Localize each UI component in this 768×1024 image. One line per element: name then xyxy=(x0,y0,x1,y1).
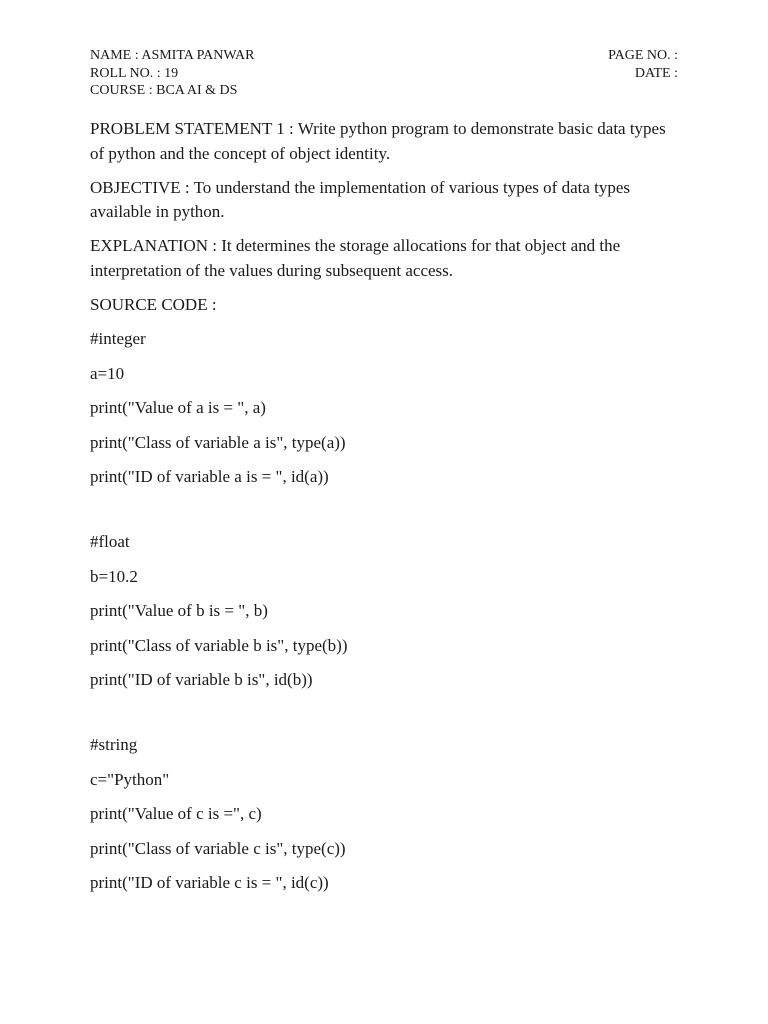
code-block-integer xyxy=(90,327,680,500)
code-line: b=10.2 xyxy=(90,566,138,586)
code-line: print("Class of variable b is", type(b)) xyxy=(90,635,348,655)
code-block-float xyxy=(90,530,680,703)
code-block-string xyxy=(90,733,680,906)
student-name: NAME : ASMITA PANWAR xyxy=(90,48,255,63)
code-line: print("Class of variable c is", type(c)) xyxy=(90,838,346,858)
page-meta xyxy=(608,47,678,82)
code-line: #string xyxy=(90,735,138,754)
date-label: DATE : xyxy=(634,65,678,81)
page-number-label: PAGE NO. : xyxy=(608,48,678,63)
code-line: #float xyxy=(90,532,130,551)
blank-line xyxy=(90,703,680,734)
code-line: print("Value of b is = ", b) xyxy=(90,601,268,620)
source-code-label: SOURCE CODE : xyxy=(90,294,217,314)
code-line: print("Value of c is =", c) xyxy=(90,804,262,823)
roll-number: ROLL NO. : 19 xyxy=(90,65,179,81)
problem-statement: PROBLEM STATEMENT 1 : Write python program to demonstrate basic data types of python and the concept of object identity. xyxy=(90,119,666,163)
blank-line xyxy=(90,500,680,531)
document-body xyxy=(90,117,680,906)
code-line: #integer xyxy=(90,329,146,348)
student-info xyxy=(90,47,254,100)
objective: OBJECTIVE : To understand the implementation of various types of data types available in python. xyxy=(90,177,631,221)
course: COURSE : BCA AI & DS xyxy=(90,83,238,98)
code-line: print("ID of variable a is = ", id(a)) xyxy=(90,467,329,486)
code-line: print("Value of a is = ", a) xyxy=(90,398,266,417)
code-line: print("ID of variable c is = ", id(c)) xyxy=(90,873,329,892)
code-line: print("Class of variable a is", type(a)) xyxy=(90,432,346,452)
code-line: c="Python" xyxy=(90,769,170,789)
code-line: print("ID of variable b is", id(b)) xyxy=(90,670,313,689)
code-line: a=10 xyxy=(90,363,125,383)
explanation: EXPLANATION : It determines the storage allocations for that object and the interpretation of the values during subsequent access. xyxy=(90,236,621,280)
